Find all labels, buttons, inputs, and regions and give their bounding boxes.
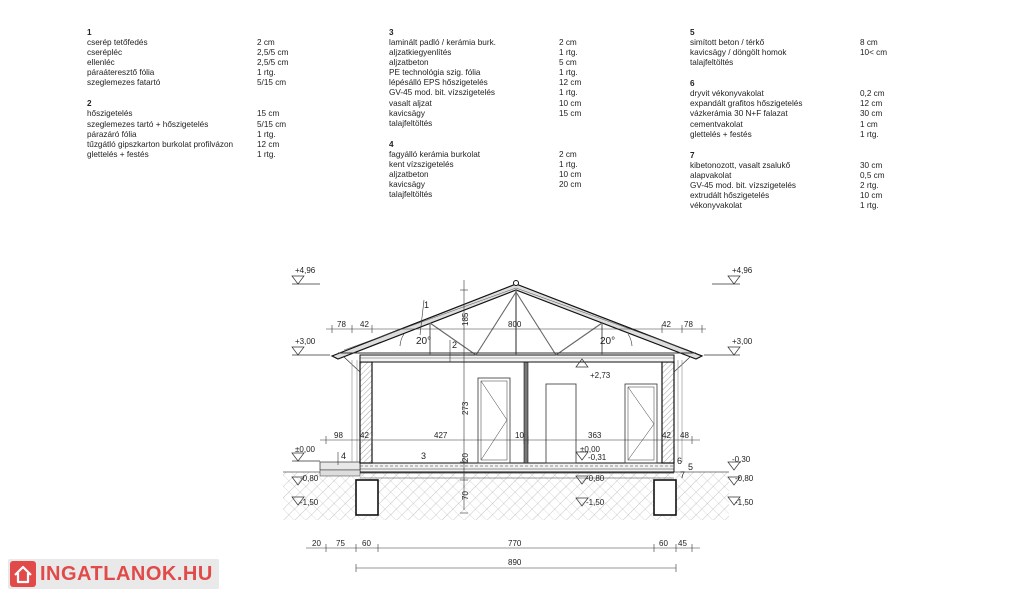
dim-floor-a: 98 (334, 431, 343, 440)
layer-name: dryvit vékonyvakolat (690, 89, 764, 99)
angle-arc-left (400, 334, 404, 346)
layer-thickness: 2 cm (559, 149, 577, 159)
legend-group-number: 5 (690, 28, 695, 37)
dim-floor-c: 427 (434, 431, 448, 440)
dim-floor-f: 42 (662, 431, 671, 440)
callout-6: 6 (677, 456, 683, 466)
layer-name: PE technológia szig. fólia (389, 68, 481, 78)
layer-name: szeglemezes fatartó (87, 78, 161, 88)
door-inner (546, 384, 576, 463)
layer-name: ellenléc (87, 58, 115, 68)
level-eaves-right: +3,00 (732, 337, 753, 346)
layer-name: lépésálló EPS hőszigetelés (389, 78, 488, 88)
layer-name: glettelés + festés (87, 149, 149, 159)
callout-1: 1 (424, 300, 430, 310)
level-top-right: +4,96 (732, 266, 753, 275)
layer-name: párazáró fólia (87, 129, 137, 139)
layer-thickness: 10 cm (559, 170, 582, 180)
bottom-dimension-lines (306, 544, 700, 572)
dim-slab-height: 20 (461, 453, 470, 462)
layer-name: vasalt aljzat (389, 98, 432, 108)
watermark-text: INGATLANOK.HU (40, 562, 213, 585)
layer-name: fagyálló kerámia burkolat (389, 149, 481, 159)
layer-name: glettelés + festés (690, 129, 752, 139)
layer-name: alapvakolat (690, 170, 732, 180)
layer-thickness: 5/15 cm (257, 78, 287, 88)
layer-thickness: 2 cm (559, 38, 577, 47)
left-wall (360, 362, 372, 463)
level-foundation-top-right: -0,80 (735, 474, 754, 483)
layer-name: simított beton / térkő (690, 38, 765, 47)
layer-name: talajfeltöltés (389, 118, 433, 128)
callout-4: 4 (341, 451, 347, 461)
layer-name: kavicsägy (389, 108, 425, 118)
level-terrain-right: -0,30 (732, 455, 751, 464)
layer-thickness: 30 cm (860, 160, 883, 170)
layer-name: szeglemezes tartó + hőszigetelés (87, 119, 209, 129)
layer-thickness: 10< cm (860, 48, 888, 58)
layer-thickness: 30 cm (860, 109, 883, 119)
layer-name: vázkerámia 30 N+F falazat (690, 109, 788, 119)
callout-2: 2 (452, 340, 458, 350)
layer-thickness: 15 cm (257, 109, 280, 119)
layer-thickness: 2 cm (257, 38, 275, 47)
layer-thickness: 1 rtg. (559, 68, 578, 78)
layer-name: expandált grafitos hőszigetelés (690, 99, 803, 109)
layer-thickness: 2,5/5 cm (257, 58, 289, 68)
level-foundation-bottom-right: -1,50 (735, 498, 754, 507)
terrace (320, 462, 360, 476)
callout-3: 3 (421, 451, 427, 461)
dim-roof-mid: 800 (508, 320, 522, 329)
dim-room-height: 273 (461, 401, 470, 415)
level-top-left: +4,96 (295, 266, 316, 275)
legend-group-number: 1 (87, 28, 92, 37)
level-eaves-left: +3,00 (295, 337, 316, 346)
layer-thickness: 1 rtg. (559, 159, 578, 169)
legend-group-number: 6 (690, 79, 695, 89)
layer-thickness: 12 cm (559, 78, 582, 88)
legend-group-number: 3 (389, 28, 394, 37)
dim-floor-d: 10 (515, 431, 524, 440)
level-foundation-bottom-left: -1,50 (300, 498, 319, 507)
layer-name: kent vízszigetelés (389, 159, 454, 169)
dim-bottom-f: 45 (678, 539, 687, 548)
layer-name: talajfeltöltés (690, 58, 734, 68)
layer-thickness: 2 rtg. (860, 180, 879, 190)
layer-thickness: 0,2 cm (860, 89, 885, 99)
layer-thickness: 0,5 cm (860, 170, 885, 180)
dim-bottom-e: 60 (659, 539, 668, 548)
layer-thickness: 1 rtg. (559, 88, 578, 98)
callout-7: 7 (680, 470, 686, 480)
dim-floor-g: 48 (680, 431, 689, 440)
dim-floor-e: 363 (588, 431, 602, 440)
layer-thickness: 8 cm (860, 38, 878, 47)
level-foundation-top-left: -0,80 (300, 474, 319, 483)
dim-bottom-d: 770 (508, 539, 522, 548)
dim-roof-l2: 42 (360, 320, 369, 329)
level-foundation-top-center: -0,80 (586, 474, 605, 483)
angle-arc-right (628, 334, 632, 346)
dim-bottom-c: 60 (362, 539, 371, 548)
layer-name: aljzatbeton (389, 58, 429, 68)
ceiling (360, 355, 674, 362)
layer-name: aljzatbeton (389, 170, 429, 180)
layer-thickness: 10 cm (559, 98, 582, 108)
layer-name: extrudált hőszigetelés (690, 191, 770, 201)
dim-roof-r1: 42 (662, 320, 671, 329)
layer-thickness: 1 rtg. (860, 201, 879, 211)
layer-name: kavicsägy (389, 180, 425, 190)
layer-thickness: 1 rtg. (257, 149, 276, 159)
layer-name: kibetonozott, vasalt zsalukő (690, 160, 791, 170)
layer-name: tűzgátló gipszkarton burkolat profilvázon (87, 139, 234, 149)
dim-bottom-a: 20 (312, 539, 321, 548)
layer-name: páraáteresztő fólia (87, 68, 155, 78)
dim-bottom-total: 890 (508, 558, 522, 567)
door-center (478, 378, 510, 463)
layer-thickness: 10 cm (860, 191, 883, 201)
layer-thickness: 5/15 cm (257, 119, 287, 129)
layer-thickness: 20 cm (559, 180, 582, 190)
level-floor-left: ±0,00 (295, 445, 315, 454)
layer-name: cserép tetőfedés (87, 38, 148, 47)
legend-group-number: 7 (690, 150, 695, 160)
layer-thickness: 1 rtg. (257, 68, 276, 78)
layer-name: hőszigetelés (87, 109, 133, 119)
level-slab: -0,31 (588, 453, 607, 462)
layer-thickness: 15 cm (559, 108, 582, 118)
layer-name: cserépléc (87, 48, 123, 58)
layer-thickness: 1 rtg. (559, 48, 578, 58)
layer-name: kavicsägy / döngölt homok (690, 48, 787, 58)
callout-5: 5 (688, 462, 694, 472)
house-icon (10, 561, 36, 587)
layer-name: talajfeltöltés (389, 190, 433, 200)
layer-name: cementvakolat (690, 119, 743, 129)
layer-thickness: 1 rtg. (860, 129, 879, 139)
roof-angle-left: 20° (416, 336, 432, 347)
dim-roof-height: 185 (461, 312, 470, 326)
layer-thickness: 1 cm (860, 119, 878, 129)
layer-thickness: 1 rtg. (257, 129, 276, 139)
partition-wall (524, 362, 528, 463)
door-right (625, 384, 657, 463)
layer-name: vékonyvakolat (690, 201, 742, 211)
layer-name: GV-45 mod. bit. vízszigetelés (690, 180, 797, 190)
dim-roof-r2: 78 (684, 320, 693, 329)
watermark-logo (8, 559, 219, 589)
layer-thickness: 12 cm (860, 99, 883, 109)
left-foundation (356, 480, 378, 515)
layer-thickness: 2,5/5 cm (257, 48, 289, 58)
layer-thickness: 12 cm (257, 139, 280, 149)
layer-thickness: 5 cm (559, 58, 577, 68)
layer-name: aljzatkiegyenlítés (389, 48, 452, 58)
legend-group-number: 2 (87, 99, 92, 109)
layer-name: GV-45 mod. bit. vízszigetelés (389, 88, 496, 98)
dim-floor-b: 42 (360, 431, 369, 440)
layer-name: laminált padló / kerámia burk. (389, 38, 496, 47)
roof-angle-right: 20° (600, 336, 616, 347)
level-floor-center: ±0,00 (580, 445, 600, 454)
level-ceiling: +2,73 (590, 371, 611, 380)
dim-roof-l1: 78 (337, 320, 346, 329)
right-foundation (654, 480, 676, 515)
dim-bottom-b: 75 (336, 539, 345, 548)
right-wall (662, 362, 674, 463)
dim-foundation-height: 70 (461, 491, 470, 500)
level-foundation-bottom-center: -1,50 (586, 498, 605, 507)
legend-group-number: 4 (389, 139, 394, 149)
